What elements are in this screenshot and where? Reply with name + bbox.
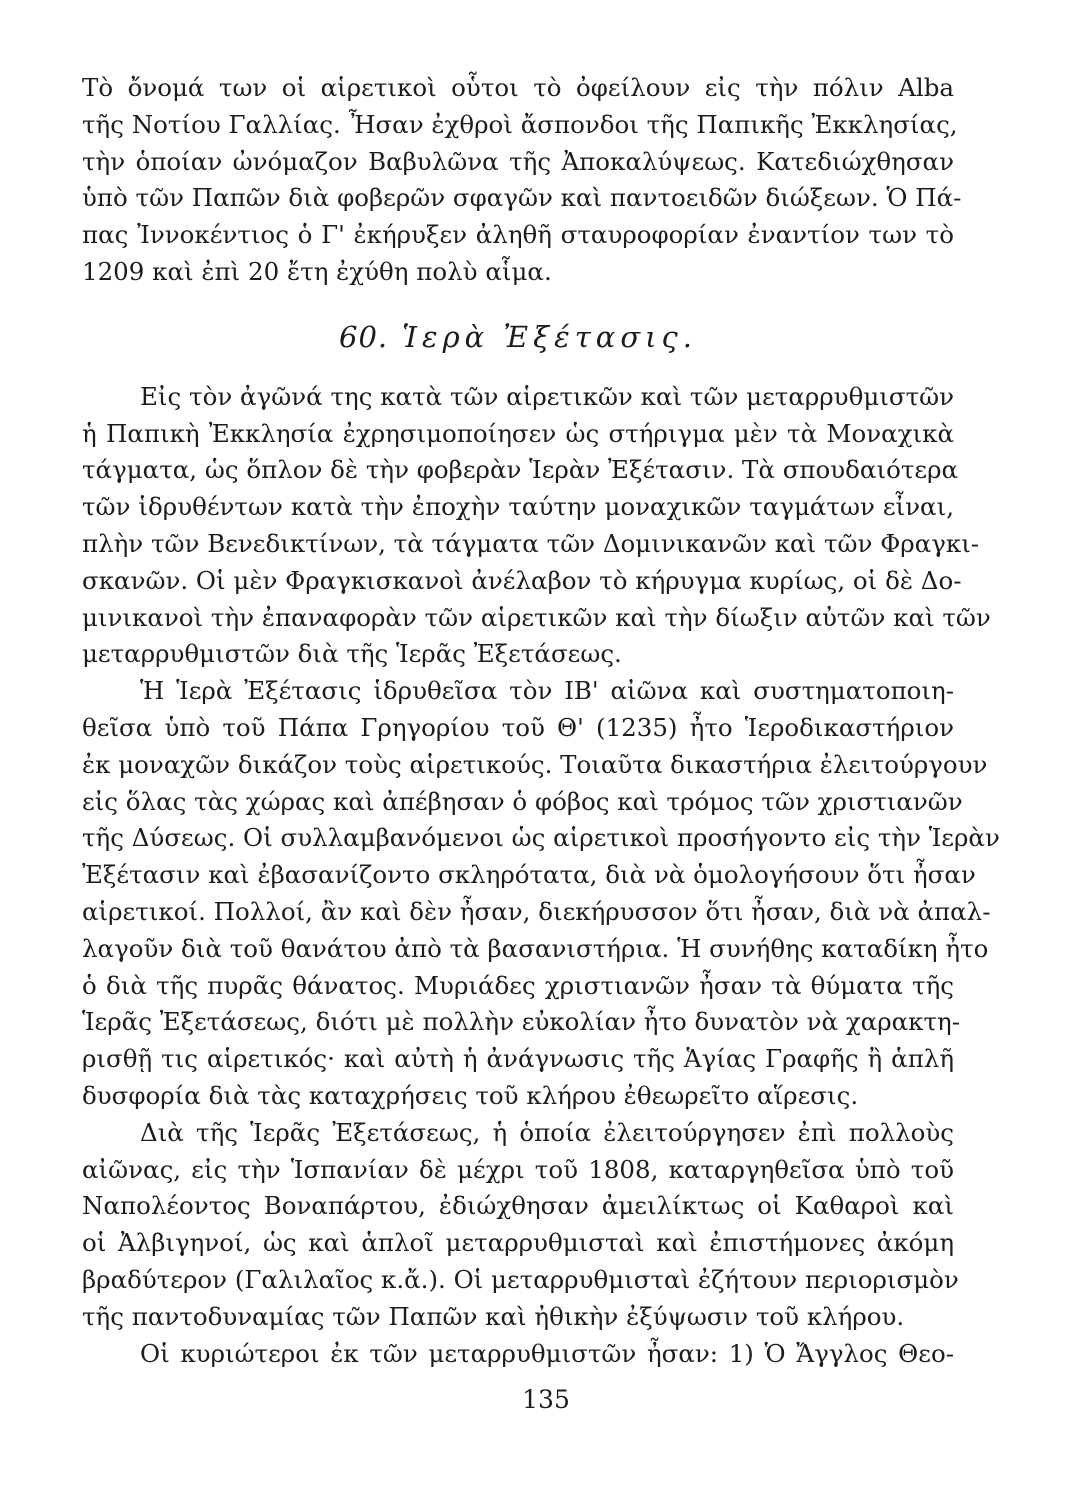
page-body bbox=[82, 70, 1000, 1372]
intro-paragraph bbox=[82, 70, 962, 291]
text-line: μεταρρυθμιστῶν διὰ τῆς Ἱερᾶς Ἐξετάσεως. bbox=[82, 639, 622, 669]
text-line: λαγοῦν διὰ τοῦ θανάτου ἀπὸ τὰ βασανιστήρια. Ἡ συνήθης καταδίκη ἦτο bbox=[82, 933, 989, 963]
text-line: πλὴν τῶν Βενεδικτίνων, τὰ τάγματα τῶν Δομινικανῶν καὶ τῶν Φραγκι- bbox=[82, 528, 980, 558]
section-number: 60. bbox=[339, 319, 389, 354]
text-line: Ἱερᾶς Ἐξετάσεως, διότι μὲ πολλὴν εὐκολίαν ἦτο δυνατὸν νὰ χαρακτη- bbox=[82, 1007, 960, 1037]
text-line: ἐκ μοναχῶν δικάζον τοὺς αἱρετικούς. Τοιαῦτα δικαστήρια ἐλειτούργουν bbox=[82, 749, 988, 779]
text-line: αἱρετικοί. Πολλοί, ἂν καὶ δὲν ἦσαν, διεκήρυσσον ὅτι ἦσαν, διὰ νὰ ἀπαλ- bbox=[82, 896, 991, 926]
text-line: τάγματα, ὡς ὅπλον δὲ τὴν φοβερὰν Ἱερὰν Ἐξέτασιν. Τὰ σπουδαιότερα bbox=[82, 455, 959, 485]
text-line: Εἰς τὸν ἀγῶνά της κατὰ τῶν αἱρετικῶν καὶ τῶν μεταρρυθμιστῶν bbox=[140, 381, 954, 411]
text-line: Οἱ κυριώτεροι ἐκ τῶν μεταρρυθμιστῶν ἦσαν: 1) Ὁ Ἄγγλος Θεο- bbox=[140, 1338, 954, 1368]
section-title: Ἱερὰ Ἐξέτασις. bbox=[402, 319, 697, 354]
text-line: ἡ Παπικὴ Ἐκκλησία ἐχρησιμοποίησεν ὡς στήριγμα μὲν τὰ Μοναχικὰ bbox=[82, 418, 954, 448]
paragraph-3 bbox=[82, 1115, 959, 1336]
text-line: πας Ἰννοκέντιος ὁ Γ' ἐκήρυξεν ἀληθῆ σταυροφορίαν ἐναντίον των τὸ bbox=[82, 220, 954, 250]
text-line: Ἐξέτασιν καὶ ἐβασανίζοντο σκληρότατα, διὰ νὰ ὁμολογήσουν ὅτι ἦσαν bbox=[82, 860, 976, 890]
paragraph-4 bbox=[82, 1336, 954, 1373]
text-line: ὑπὸ τῶν Παπῶν διὰ φοβερῶν σφαγῶν καὶ παντοειδῶν διώξεων. Ὁ Πά- bbox=[82, 183, 962, 213]
text-line: ὁ διὰ τῆς πυρᾶς θάνατος. Μυριάδες χριστιανῶν ἦσαν τὰ θύματα τῆς bbox=[82, 970, 954, 1000]
page-number: 135 bbox=[522, 1385, 570, 1414]
paragraph-2 bbox=[82, 673, 1000, 1115]
text-line: οἱ Ἀλβιγηνοί, ὡς καὶ ἁπλοῖ μεταρρυθμισταὶ καὶ ἐπιστήμονες ἀκόμη bbox=[82, 1228, 954, 1258]
text-line: 1209 καὶ ἐπὶ 20 ἔτη ἐχύθη πολὺ αἷμα. bbox=[82, 256, 552, 286]
text-line: Ἡ Ἱερὰ Ἐξέτασις ἱδρυθεῖσα τὸν ΙΒ' αἰῶνα καὶ συστηματοποιη- bbox=[140, 676, 954, 706]
text-line: σκανῶν. Οἱ μὲν Φραγκισκανοὶ ἀνέλαβον τὸ κήρυγμα κυρίως, οἱ δὲ Δο- bbox=[82, 565, 962, 595]
text-line: τῶν ἱδρυθέντων κατὰ τὴν ἐποχὴν ταύτην μοναχικῶν ταγμάτων εἶναι, bbox=[82, 492, 954, 522]
text-line: Ναπολέοντος Βοναπάρτου, ἐδιώχθησαν ἀμειλίκτως οἱ Καθαροὶ καὶ bbox=[82, 1191, 954, 1221]
paragraph-1 bbox=[82, 379, 991, 673]
text-line: ρισθῇ τις αἱρετικός· καὶ αὐτὴ ἡ ἀνάγνωσις τῆς Ἁγίας Γραφῆς ἢ ἁπλῆ bbox=[82, 1044, 954, 1074]
text-line: Διὰ τῆς Ἱερᾶς Ἐξετάσεως, ἡ ὁποία ἐλειτούργησεν ἐπὶ πολλοὺς bbox=[140, 1117, 954, 1147]
text-line: τῆς παντοδυναμίας τῶν Παπῶν καὶ ἠθικὴν ἐξύψωσιν τοῦ κλήρου. bbox=[82, 1301, 905, 1331]
text-line: Τὸ ὄνομά των οἱ αἱρετικοὶ οὗτοι τὸ ὀφείλουν εἰς τὴν πόλιν Alba bbox=[82, 73, 954, 102]
text-line: εἰς ὅλας τὰς χώρας καὶ ἀπέβησαν ὁ φόβος καὶ τρόμος τῶν χριστιανῶν bbox=[82, 786, 963, 816]
section-heading bbox=[82, 317, 954, 357]
text-line: βραδύτερον (Γαλιλαῖος κ.ἄ.). Οἱ μεταρρυθμισταὶ ἐζήτουν περιορισμὸν bbox=[82, 1264, 959, 1294]
text-line: μινικανοὶ τὴν ἐπαναφορὰν τῶν αἱρετικῶν καὶ τὴν δίωξιν αὐτῶν καὶ τῶν bbox=[82, 602, 991, 632]
text-line: αἰῶνας, εἰς τὴν Ἱσπανίαν δὲ μέχρι τοῦ 1808, καταργηθεῖσα ὑπὸ τοῦ bbox=[82, 1154, 954, 1184]
text-line: τῆς Νοτίου Γαλλίας. Ἦσαν ἐχθροὶ ἄσπονδοι τῆς Παπικῆς Ἐκκλησίας, bbox=[82, 109, 958, 139]
text-line: δυσφορία διὰ τὰς καταχρήσεις τοῦ κλήρου ἐθεωρεῖτο αἵρεσις. bbox=[82, 1080, 859, 1110]
text-line: τὴν ὁποίαν ὠνόμαζον Βαβυλῶνα τῆς Ἀποκαλύψεως. Κατεδιώχθησαν bbox=[82, 146, 954, 176]
text-line: θεῖσα ὑπὸ τοῦ Πάπα Γρηγορίου τοῦ Θ' (1235) ἦτο Ἱεροδικαστήριον bbox=[82, 712, 954, 742]
text-line: τῆς Δύσεως. Οἱ συλλαμβανόμενοι ὡς αἱρετικοὶ προσήγοντο εἰς τὴν Ἱερὰν bbox=[82, 823, 1000, 853]
